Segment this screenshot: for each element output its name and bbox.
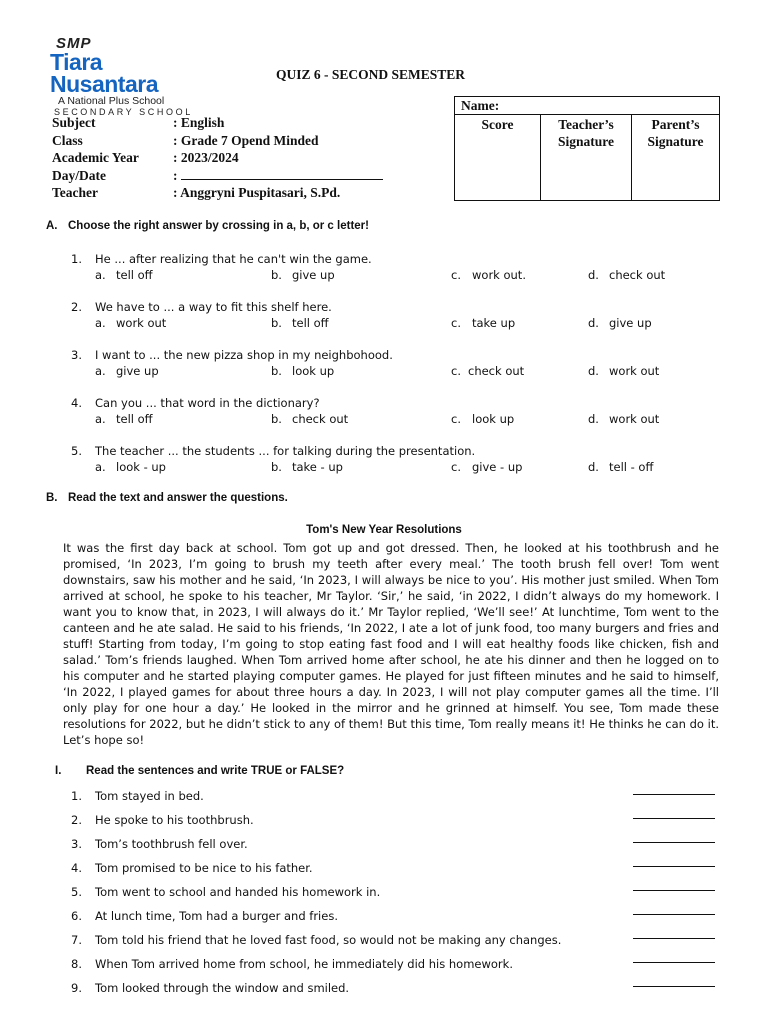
logo-tagline: A National Plus School: [58, 95, 165, 107]
question-number: 4.: [71, 396, 82, 410]
logo-level: SECONDARY SCHOOL: [54, 107, 193, 117]
info-label: Teacher: [52, 185, 98, 200]
answer-blank[interactable]: [633, 794, 715, 795]
info-value: :: [173, 167, 178, 183]
option-b[interactable]: b. tell off: [271, 316, 329, 330]
logo-school-name: Tiara Nusantara: [50, 49, 158, 97]
question-5: [71, 443, 654, 475]
parent-sig-label-2: Signature: [647, 134, 704, 149]
option-a[interactable]: a. tell off: [95, 268, 153, 282]
section-letter: A.: [46, 220, 58, 232]
tf-item-7: 7. Tom told his friend that he loved fast food, so would not be making any changes.: [71, 932, 721, 948]
option-a[interactable]: a. give up: [95, 364, 159, 378]
option-d[interactable]: d. work out: [588, 412, 660, 426]
quiz-info: [52, 114, 383, 202]
tf-item-5: 5. Tom went to school and handed his homework in.: [71, 884, 721, 900]
tf-statement: When Tom arrived home from school, he immediately did his homework.: [95, 957, 513, 971]
info-label: Day/Date: [52, 167, 106, 183]
answer-blank[interactable]: [633, 914, 715, 915]
question-1: [71, 251, 666, 283]
tf-statement: Tom’s toothbrush fell over.: [95, 837, 248, 851]
reading-passage: It was the first day back at school. Tom got up and got dressed. Then, he looked at his toothbrush and he promised, ‘In 2023, I’m going to brush my teeth after every meal.’ The tooth brush fell over! Tom went downstairs, saw his mother and he said, ‘In 2023, I will always be nice to you’. His mother just smiled. When Tom arrived at school, he spoke to his teacher, Mr Taylor. ‘Sir,’ he said, ‘in 2022, I didn’t always do my homework. I want you to know that, in 2023, I will always do it.’ Mr Taylor replied, ‘We’ll see!’ At lunchtime, Tom went to the canteen and he ate salad. He said to his friends, ‘In 2022, I ate a lot of junk food, too many burgers and fries and stuff! Starting from today, I’m going to stop eating fast food and I will eat healthy foods like chicken, fish and salad.’ Tom’s friends laughed. When Tom arrived home after school, he ate his dinner and then he logged on to his computer and he started playing computer games. He played for just fifteen minutes and he said to himself, ‘In 2022, I played games for about three hours a day. In 2023, I will not play computer games all the time. I’ll only play for one hour a day.’ He looked in the mirror and he grinned at himself. You see, Tom made these resolutions for 2022, but he didn’t stick to any of them! But this time, Tom really means it! He thinks he can do it. Let’s hope so!: [63, 541, 719, 747]
tf-item-9: 9. Tom looked through the window and smiled.: [71, 980, 721, 996]
option-b[interactable]: b. give up: [271, 268, 335, 282]
question-number: 3.: [71, 348, 82, 362]
score-cell[interactable]: [455, 115, 541, 201]
tf-item-6: 6. At lunch time, Tom had a burger and fries.: [71, 908, 721, 924]
question-text: I want to ... the new pizza shop in my neighbohood.: [95, 348, 393, 362]
logo-smp: SMP: [56, 35, 92, 52]
answer-blank[interactable]: [633, 890, 715, 891]
question-2: [71, 299, 652, 331]
quiz-title: QUIZ 6 - SECOND SEMESTER: [276, 67, 466, 82]
question-text: The teacher ... the students ... for talking during the presentation.: [95, 444, 476, 458]
answer-blank[interactable]: [633, 938, 715, 939]
part-i-heading: [55, 765, 344, 777]
option-c[interactable]: c. give - up: [451, 460, 523, 474]
option-c[interactable]: c. take up: [451, 316, 516, 330]
tf-item-2: 2. He spoke to his toothbrush.: [71, 812, 721, 828]
section-instruction: Choose the right answer by crossing in a, b, or c letter!: [68, 220, 369, 232]
option-a[interactable]: a. tell off: [95, 412, 153, 426]
answer-blank[interactable]: [633, 986, 715, 987]
parent-sig-label-1: Parent’s: [651, 117, 700, 132]
question-number: 2.: [71, 300, 82, 314]
section-b-heading: [46, 492, 288, 504]
name-field[interactable]: [455, 97, 719, 115]
tf-statement: Tom promised to be nice to his father.: [95, 861, 313, 875]
tf-statement: Tom went to school and handed his homework in.: [95, 885, 381, 899]
option-d[interactable]: d. check out: [588, 268, 666, 282]
answer-blank[interactable]: [633, 866, 715, 867]
tf-statement: At lunch time, Tom had a burger and fries.: [95, 909, 338, 923]
info-row-class: [52, 132, 383, 150]
teacher-sig-label-1: Teacher’s: [558, 117, 614, 132]
tf-item-8: 8. When Tom arrived home from school, he immediately did his homework.: [71, 956, 721, 972]
info-row-subject: [52, 114, 383, 132]
option-d[interactable]: d. give up: [588, 316, 652, 330]
info-row-academic-year: [52, 149, 383, 167]
question-number: 5.: [71, 444, 82, 458]
tf-statement: Tom looked through the window and smiled.: [95, 981, 350, 995]
question-text: He ... after realizing that he can't win the game.: [95, 252, 372, 266]
option-c[interactable]: c. work out.: [451, 268, 526, 282]
part-instruction: Read the sentences and write TRUE or FALSE?: [86, 765, 345, 777]
reading-text-title: Tom's New Year Resolutions: [306, 524, 462, 536]
info-value: : English: [173, 115, 225, 130]
info-value: : Grade 7 Opend Minded: [173, 132, 319, 148]
option-a[interactable]: a. work out: [95, 316, 167, 330]
option-b[interactable]: b. look up: [271, 364, 335, 378]
question-4: [71, 395, 660, 427]
info-label: Academic Year: [52, 150, 139, 165]
teacher-sig-label-2: Signature: [557, 134, 614, 149]
date-blank-line[interactable]: [181, 168, 383, 180]
question-text: We have to ... a way to fit this shelf here.: [95, 300, 332, 314]
info-row-teacher: [52, 184, 383, 202]
option-b[interactable]: b. take - up: [271, 460, 343, 474]
option-d[interactable]: d. work out: [588, 364, 660, 378]
school-logo: [50, 36, 210, 118]
answer-blank[interactable]: [633, 962, 715, 963]
tf-statement: Tom told his friend that he loved fast food, so would not be making any changes.: [95, 933, 562, 947]
question-text: Can you ... that word in the dictionary?: [95, 396, 320, 410]
option-b[interactable]: b. check out: [271, 412, 349, 426]
score-label: Score: [481, 117, 514, 132]
tf-item-4: 4. Tom promised to be nice to his father.: [71, 860, 721, 876]
info-label: Class: [52, 132, 83, 148]
answer-blank[interactable]: [633, 842, 715, 843]
tf-statement: Tom stayed in bed.: [95, 789, 204, 803]
section-instruction: Read the text and answer the questions.: [68, 492, 288, 504]
info-value: : Anggryni Puspitasari, S.Pd.: [173, 185, 341, 200]
option-d[interactable]: d. tell - off: [588, 460, 654, 474]
question-number: 1.: [71, 252, 82, 266]
part-numeral: I.: [55, 765, 62, 777]
section-a-heading: [46, 220, 369, 232]
name-label: Name:: [461, 98, 500, 113]
info-value: : 2023/2024: [173, 150, 239, 165]
teacher-signature-cell[interactable]: [541, 115, 632, 201]
tf-item-1: 1. Tom stayed in bed.: [71, 788, 721, 804]
question-3: [71, 347, 660, 379]
tf-statement: He spoke to his toothbrush.: [95, 813, 254, 827]
option-a[interactable]: a. look - up: [95, 460, 166, 474]
section-letter: B.: [46, 492, 58, 504]
option-c[interactable]: c. check out: [451, 364, 525, 378]
info-label: Subject: [52, 115, 96, 130]
option-c[interactable]: c. look up: [451, 412, 515, 426]
answer-blank[interactable]: [633, 818, 715, 819]
parent-signature-cell[interactable]: [632, 115, 719, 201]
score-box: [454, 96, 720, 201]
info-row-day-date: [52, 167, 383, 185]
tf-item-3: 3. Tom’s toothbrush fell over.: [71, 836, 721, 852]
